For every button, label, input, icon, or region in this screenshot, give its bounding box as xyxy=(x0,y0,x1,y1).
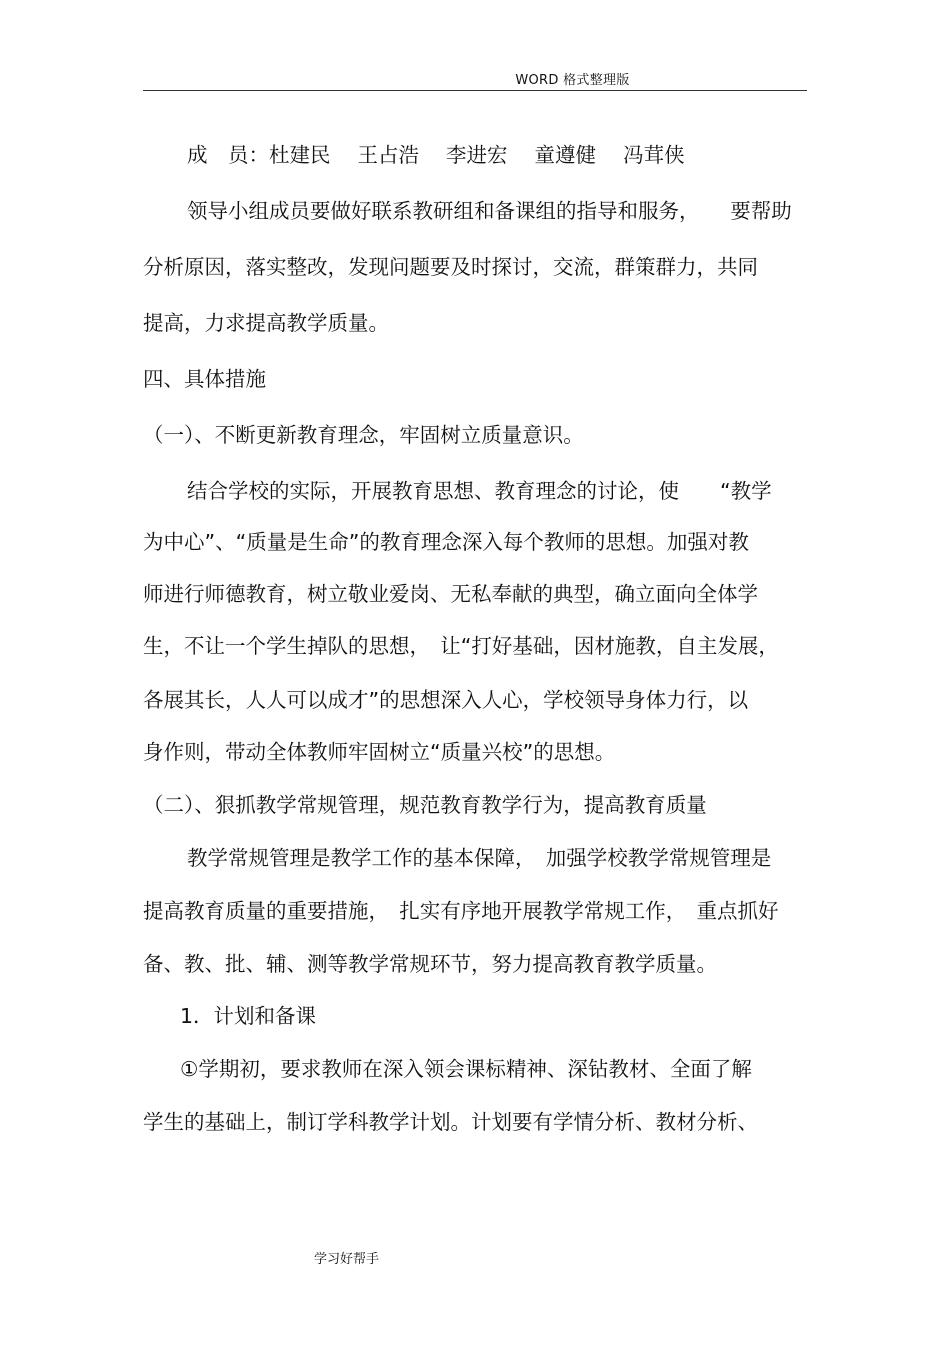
subsection-heading: （二）、狠抓教学常规管理，规范教育教学行为，提高教育质量 xyxy=(143,793,707,817)
body-line: ①学期初，要求教师在深入领会课标精神、深钻教材、全面了解 xyxy=(180,1057,752,1081)
body-line: 备、教、批、辅、测等教学常规环节，努力提高教育教学质量。 xyxy=(143,952,717,976)
item-heading: 1．计划和备课 xyxy=(180,1004,317,1028)
body-line: 领导小组成员要做好联系教研组和备课组的指导和服务， 要帮助 xyxy=(187,199,792,223)
body-line: 身作则，带动全体教师牢固树立“质量兴校”的思想。 xyxy=(143,740,616,764)
body-line: 结合学校的实际，开展教育思想、教育理念的讨论，使 “教学 xyxy=(187,479,772,503)
body-line: 学生的基础上，制订学科教学计划。计划要有学情分析、教材分析、 xyxy=(143,1110,758,1134)
subsection-heading: （一）、不断更新教育理念，牢固树立质量意识。 xyxy=(143,423,584,447)
page-footer-text: 学习好帮手 xyxy=(314,1252,380,1267)
body-line: 为中心”、“质量是生命”的教育理念深入每个教师的思想。加强对教 xyxy=(143,530,749,554)
body-line: 提高教育质量的重要措施， 扎实有序地开展教学常规工作， 重点抓好 xyxy=(143,899,779,923)
body-line: 提高，力求提高教学质量。 xyxy=(143,311,389,335)
body-line: 生，不让一个学生掉队的思想， 让“打好基础，因材施教，自主发展， xyxy=(143,634,779,658)
body-line: 教学常规管理是教学工作的基本保障， 加强学校教学常规管理是 xyxy=(187,846,772,870)
header-divider xyxy=(143,90,807,91)
body-line: 分析原因，落实整改，发现问题要及时探讨，交流，群策群力，共同 xyxy=(143,255,758,279)
body-line: 各展其长，人人可以成才”的思想深入人心，学校领导身体力行，以 xyxy=(143,688,749,712)
section-heading: 四、具体措施 xyxy=(143,367,266,391)
body-line: 成 员：杜建民 王占浩 李进宏 童遵健 冯茸侠 xyxy=(187,143,685,167)
page-header-title: WORD 格式整理版 xyxy=(515,73,630,88)
body-line: 师进行师德教育，树立敬业爱岗、无私奉献的典型，确立面向全体学 xyxy=(143,582,758,606)
